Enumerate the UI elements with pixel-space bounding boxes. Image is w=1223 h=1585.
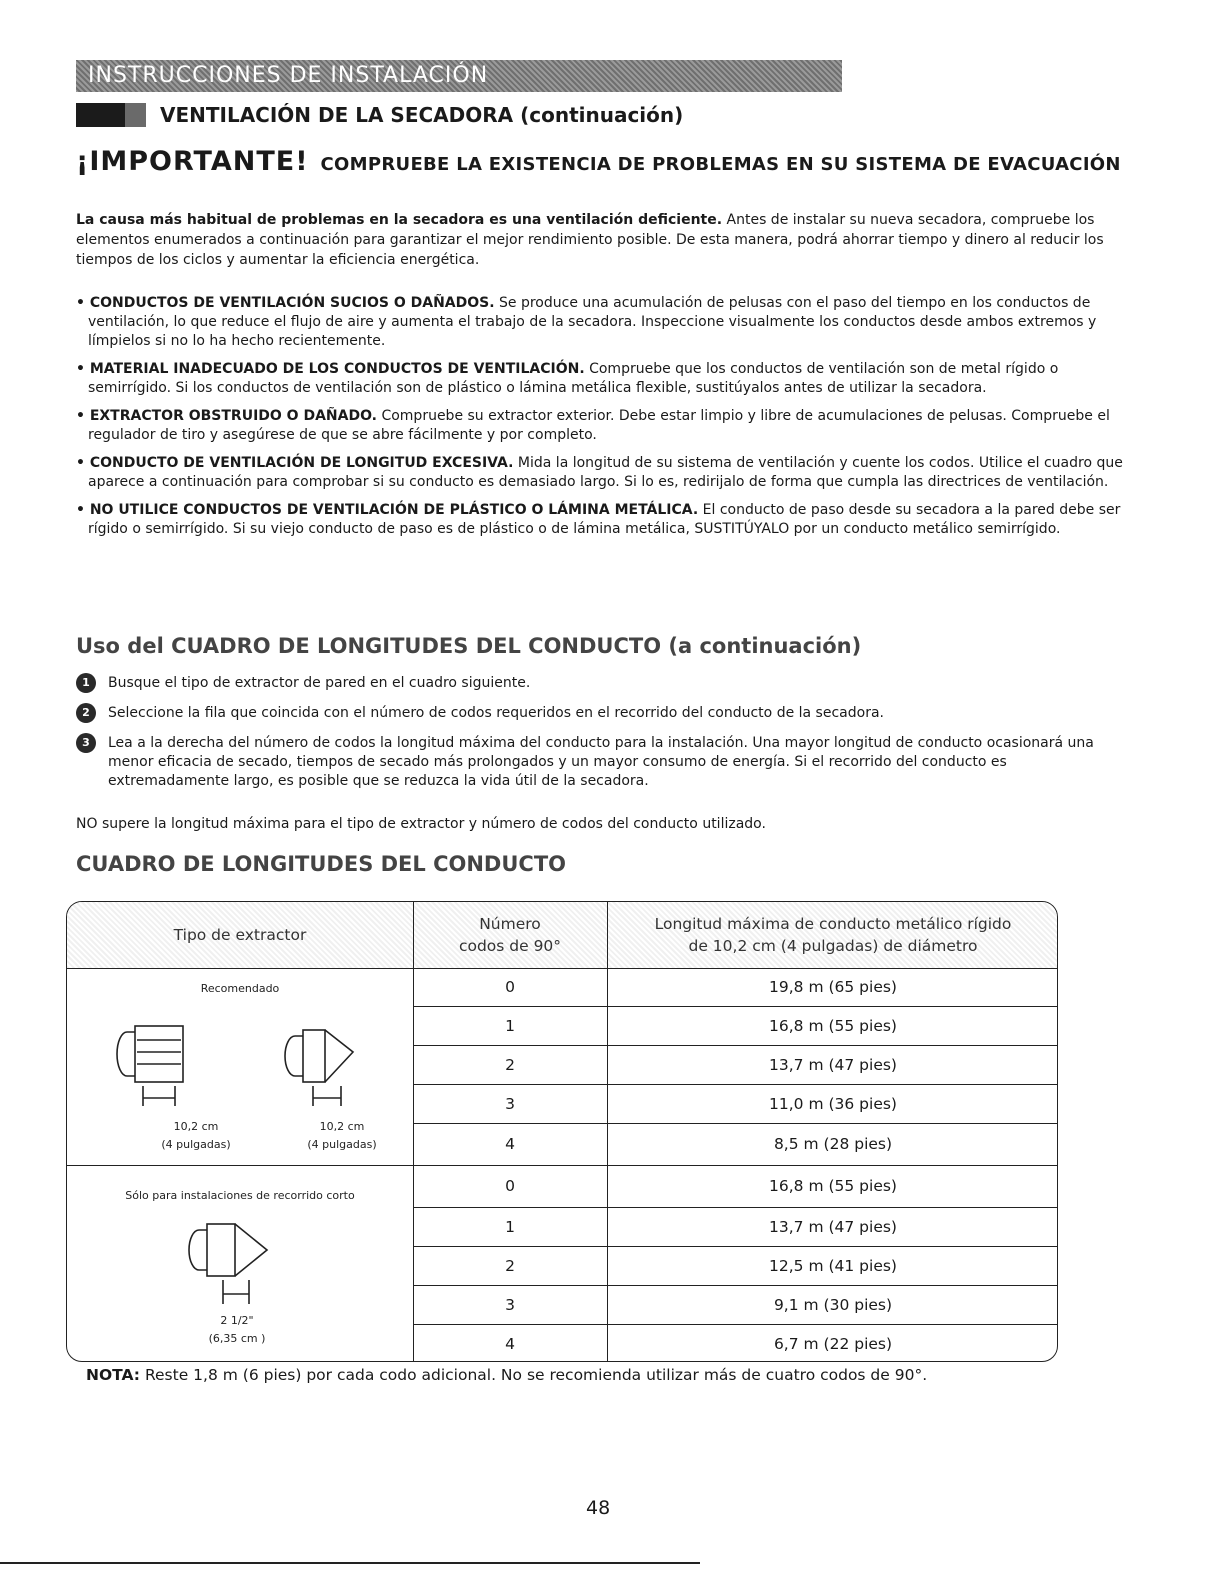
checklist-item-text: Compruebe su extractor exterior. Debe estar limpio y libre de acumulaciones de pelusas. Compruebe el regulador de tiro y asegúrese de que se abre fácilmente y por completo. <box>88 408 1110 443</box>
table-cell-length: 16,8 m (55 pies) <box>769 1177 897 1195</box>
checklist-item-text: Se produce una acumulación de pelusas con el paso del tiempo en los conductos de ventilación, lo que reduce el flujo de aire y aumenta el trabajo de la secadora. Inspeccione visualmente los conductos desde ambos extremos y límpielos si no lo ha hecho recientemente. <box>88 295 1097 349</box>
checklist-item-title: • CONDUCTOS DE VENTILACIÓN SUCIOS O DAÑADOS. <box>76 295 495 311</box>
table-cell-elbows: 1 <box>505 1217 515 1236</box>
checklist-item-title: • NO UTILICE CONDUCTOS DE VENTILACIÓN DE PLÁSTICO O LÁMINA METÁLICA. <box>76 502 699 518</box>
table-cell-elbows: 4 <box>505 1135 515 1153</box>
uso-title: Uso del CUADRO DE LONGITUDES DEL CONDUCTO (a continuación) <box>76 634 862 658</box>
table-cell-elbows: 3 <box>505 1094 515 1113</box>
dim-label: 2 1/2" <box>220 1314 254 1327</box>
table-cell-length: 19,8 m (65 pies) <box>769 978 897 996</box>
table-cell-length: 11,0 m (36 pies) <box>769 1094 897 1113</box>
table-cell-elbows: 1 <box>505 1016 515 1035</box>
table-cell-elbows: 0 <box>505 978 515 996</box>
table-cell-length: 6,7 m (22 pies) <box>773 1334 893 1353</box>
header-exhaust-type <box>67 902 413 968</box>
dim-label: (6,35 cm ) <box>208 1332 266 1345</box>
section-title: VENTILACIÓN DE LA SECADORA (continuación) <box>160 103 684 127</box>
checklist-item-text: Mida la longitud de su sistema de ventilación y cuente los codos. Utilice el cuadro que aparece a continuación para comprobar si su conducto es demasiado largo. Si lo es, redirijalo de forma que cumpla las directrices de ventilación. <box>88 455 1123 490</box>
box-hood-icon <box>285 1030 353 1106</box>
wall-exhaust-icons <box>107 1002 387 1118</box>
step-item <box>76 734 1126 791</box>
checklist-item <box>76 360 1131 398</box>
dim-label: 10,2 cm <box>173 1120 219 1133</box>
checklist-item <box>76 501 1131 539</box>
cuadro-title: CUADRO DE LONGITUDES DEL CONDUCTO <box>76 852 567 876</box>
section-marker <box>76 103 146 127</box>
step-item <box>76 674 1126 693</box>
table-cell-elbows: 0 <box>505 1177 515 1195</box>
header-max-length <box>607 902 1058 968</box>
checklist-item-text: El conducto de paso desde su secadora a la pared debe ser rígido o semirrígido. Si su viejo conducto de paso es de plástico o de lámina metálica, SUSTITÚYALO por un conducto metálico semirrígido. <box>88 502 1121 537</box>
checklist-item <box>76 454 1131 492</box>
important-subtitle: COMPRUEBE LA EXISTENCIA DE PROBLEMAS EN SU SISTEMA DE EVACUACIÓN <box>320 154 1121 175</box>
steps-list <box>76 674 1126 802</box>
table-cell-elbows: 4 <box>505 1334 515 1353</box>
section-header <box>76 100 683 130</box>
short-run-hood-icon <box>177 1218 297 1318</box>
dim-label: (4 pulgadas) <box>161 1138 231 1151</box>
header-max-length-line1: Longitud máxima de conducto metálico rígido <box>654 915 1012 933</box>
table-cell-elbows: 3 <box>505 1295 515 1314</box>
checklist-item-text: Compruebe que los conductos de ventilación son de metal rígido o semirrígido. Si los conductos de ventilación son de plástico o lámina metálica flexible, sustitúyalos antes de utilizar la secadora. <box>88 361 1059 396</box>
step-number-icon: 3 <box>76 733 96 753</box>
header-elbows <box>413 902 607 968</box>
step-item <box>76 704 1126 723</box>
header-exhaust-type-label: Tipo de extractor <box>173 926 307 944</box>
checklist <box>76 294 1131 548</box>
louvered-hood-icon <box>117 1026 183 1106</box>
checklist-item-title: • EXTRACTOR OBSTRUIDO O DAÑADO. <box>76 408 377 424</box>
section-banner: INSTRUCCIONES DE INSTALACIÓN <box>76 60 842 92</box>
dim-label: 10,2 cm <box>319 1120 365 1133</box>
table-cell-length: 16,8 m (55 pies) <box>769 1016 897 1035</box>
step-text: Lea a la derecha del número de codos la longitud máxima del conducto para la instalación. Una mayor longitud de conducto ocasionará una menor eficacia de secado, tiempos de secado más prolongados y un mayor consumo de energía. Si el recorrido del conducto es extremadamente largo, es posible que se reduzca la vida útil de la secadora. <box>108 735 1094 789</box>
short-run-label: Sólo para instalaciones de recorrido corto <box>125 1189 355 1202</box>
table-cell-length: 13,7 m (47 pies) <box>769 1055 897 1074</box>
footer-note-text: Reste 1,8 m (6 pies) por cada codo adicional. No se recomienda utilizar más de cuatro codos de 90°. <box>140 1366 928 1384</box>
header-elbows-line1: Número <box>479 915 541 933</box>
max-length-note: NO supere la longitud máxima para el tipo de extractor y número de codos del conducto utilizado. <box>76 816 766 832</box>
important-heading <box>76 146 1121 177</box>
table-cell-length: 13,7 m (47 pies) <box>769 1217 897 1236</box>
checklist-item-title: • MATERIAL INADECUADO DE LOS CONDUCTOS DE VENTILACIÓN. <box>76 361 585 377</box>
step-text: Busque el tipo de extractor de pared en el cuadro siguiente. <box>108 675 531 691</box>
table-cell-length: 12,5 m (41 pies) <box>769 1256 897 1275</box>
duct-length-table <box>66 901 1058 1362</box>
bottom-rule <box>0 1562 700 1564</box>
table-cell-elbows: 2 <box>505 1256 515 1275</box>
footer-note-label: NOTA: <box>86 1366 141 1384</box>
intro-text: Antes de instalar su nueva secadora, compruebe los elementos enumerados a continuación para garantizar el mejor rendimiento posible. De esta manera, podrá ahorrar tiempo y dinero al reducir los tiempos de los ciclos y aumentar la eficiencia energética. <box>76 212 1104 268</box>
important-title: ¡IMPORTANTE! <box>76 146 309 177</box>
intro-bold: La causa más habitual de problemas en la secadora es una ventilación deficiente. <box>76 212 723 228</box>
recommended-label: Recomendado <box>200 982 280 995</box>
checklist-item <box>76 294 1131 351</box>
dim-label: (4 pulgadas) <box>307 1138 377 1151</box>
header-elbows-line2: codos de 90° <box>458 937 562 955</box>
header-max-length-line2: de 10,2 cm (4 pulgadas) de diámetro <box>688 937 978 955</box>
intro-paragraph <box>76 210 1126 270</box>
checklist-item <box>76 407 1131 445</box>
step-number-icon: 2 <box>76 703 96 723</box>
table-cell-elbows: 2 <box>505 1055 515 1074</box>
table-cell-length: 8,5 m (28 pies) <box>773 1135 893 1153</box>
table-cell-length: 9,1 m (30 pies) <box>773 1295 893 1314</box>
step-number-icon: 1 <box>76 673 96 693</box>
page-number: 48 <box>586 1497 611 1519</box>
step-text: Seleccione la fila que coincida con el número de codos requeridos en el recorrido del conducto de la secadora. <box>108 705 884 721</box>
checklist-item-title: • CONDUCTO DE VENTILACIÓN DE LONGITUD EXCESIVA. <box>76 455 514 471</box>
footer-note <box>86 1366 927 1384</box>
